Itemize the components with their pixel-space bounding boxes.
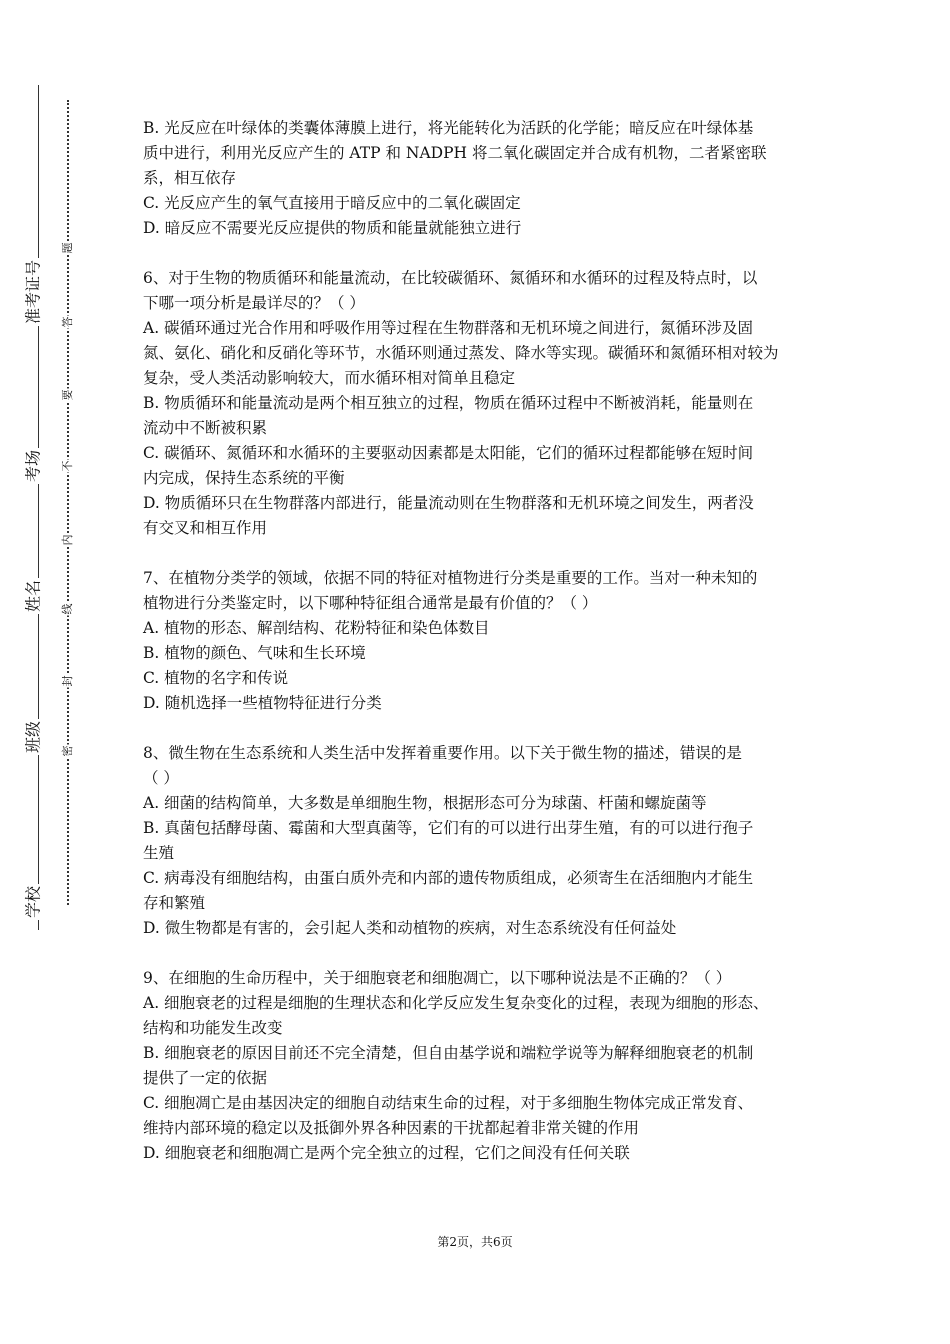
- answer-option-line: 有交叉和相互作用: [143, 519, 268, 537]
- answer-option: [143, 216, 823, 241]
- answer-option-line: D. 微生物都是有害的，会引起人类和动植物的疾病，对生态系统没有任何益处: [143, 919, 677, 937]
- question-stem-line: 6、对于生物的物质循环和能量流动，在比较碳循环、氮循环和水循环的过程及特点时，以: [143, 269, 758, 287]
- answer-option-line: B. 植物的颜色、气味和生长环境: [143, 644, 366, 662]
- answer-option-line: A. 细胞衰老的过程是细胞的生理状态和化学反应发生复杂变化的过程，表现为细胞的形态、: [143, 994, 769, 1012]
- answer-option: [143, 441, 823, 491]
- answer-option-line: 提供了一定的依据: [143, 1069, 268, 1087]
- answer-option-line: 生殖: [143, 844, 175, 862]
- binding-solid-line: [38, 85, 39, 930]
- field-exam-room-label: 考场: [21, 448, 44, 484]
- field-name-label: 姓名: [21, 578, 44, 614]
- question-stem-line: 8、微生物在生态系统和人类生活中发挥着重要作用。以下关于微生物的描述，错误的是: [143, 744, 742, 762]
- answer-option-line: C. 细胞凋亡是由基因决定的细胞自动结束生命的过程，对于多细胞生物体完成正常发育、: [143, 1094, 754, 1112]
- answer-option-line: 存和繁殖: [143, 894, 206, 912]
- answer-option-line: 结构和功能发生改变: [143, 1019, 283, 1037]
- answer-option-line: 复杂，受人类活动影响较大，而水循环相对简单且稳定: [143, 369, 516, 387]
- answer-option-line: B. 细胞衰老的原因目前还不完全清楚，但自由基学说和端粒学说等为解释细胞衰老的机制: [143, 1044, 754, 1062]
- question-list: [143, 116, 823, 1166]
- answer-option-line: C. 植物的名字和传说: [143, 669, 289, 687]
- answer-option: [143, 641, 823, 666]
- answer-option-line: A. 植物的形态、解剖结构、花粉特征和染色体数目: [143, 619, 490, 637]
- seal-char: 线: [61, 603, 74, 615]
- answer-option: [143, 916, 823, 941]
- answer-option: [143, 616, 823, 641]
- answer-option-line: B. 物质循环和能量流动是两个相互独立的过程，物质在循环过程中不断被消耗，能量则在: [143, 394, 754, 412]
- answer-option: [143, 1091, 823, 1141]
- answer-option: [143, 991, 823, 1041]
- seal-char: 内: [61, 534, 74, 546]
- answer-option: [143, 791, 823, 816]
- seal-char: 题: [61, 242, 74, 254]
- answer-option-line: 质中进行，利用光反应产生的 ATP 和 NADPH 将二氧化碳固定并合成有机物，二者紧密联: [143, 144, 767, 162]
- seal-char: 封: [61, 675, 74, 687]
- field-school-label: 学校: [21, 884, 44, 920]
- question-stem-line: 植物进行分类鉴定时，以下哪种特征组合通常是最有价值的？（ ）: [143, 594, 598, 612]
- question-block: [143, 566, 823, 716]
- question-block: [143, 116, 823, 241]
- question-stem-line: （ ）: [143, 769, 179, 787]
- seal-char: 不: [61, 460, 74, 472]
- answer-option-line: C. 病毒没有细胞结构，由蛋白质外壳和内部的遗传物质组成，必须寄生在活细胞内才能生: [143, 869, 754, 887]
- answer-option-line: C. 碳循环、氮循环和水循环的主要驱动因素都是太阳能，它们的循环过程都能够在短时间: [143, 444, 754, 462]
- answer-option: [143, 866, 823, 916]
- answer-option-line: 流动中不断被积累: [143, 419, 268, 437]
- answer-option-line: 系，相互依存: [143, 169, 237, 187]
- answer-option-line: C. 光反应产生的氧气直接用于暗反应中的二氧化碳固定: [143, 194, 521, 212]
- answer-option-line: 氮、氨化、硝化和反硝化等环节，水循环则通过蒸发、降水等实现。碳循环和氮循环相对较为: [143, 344, 779, 362]
- answer-option: [143, 666, 823, 691]
- answer-option-line: B. 真菌包括酵母菌、霉菌和大型真菌等，它们有的可以进行出芽生殖，有的可以进行孢子: [143, 819, 754, 837]
- answer-option: [143, 316, 823, 391]
- seal-char: 要: [61, 389, 74, 401]
- answer-option: [143, 1141, 823, 1166]
- answer-option-line: B. 光反应在叶绿体的类囊体薄膜上进行，将光能转化为活跃的化学能；暗反应在叶绿体基: [143, 119, 754, 137]
- answer-option-line: A. 细菌的结构简单，大多数是单细胞生物，根据形态可分为球菌、杆菌和螺旋菌等: [143, 794, 707, 812]
- seal-dotted-line: [67, 100, 69, 905]
- field-class-label: 班级: [21, 719, 44, 755]
- answer-option-line: D. 细胞衰老和细胞凋亡是两个完全独立的过程，它们之间没有任何关联: [143, 1144, 630, 1162]
- question-stem-line: 7、在植物分类学的领域，依据不同的特征对植物进行分类是重要的工作。当对一种未知的: [143, 569, 758, 587]
- answer-option-line: D. 暗反应不需要光反应提供的物质和能量就能独立进行: [143, 219, 522, 237]
- seal-char: 密: [61, 745, 74, 757]
- question-block: [143, 266, 823, 541]
- answer-option: [143, 116, 823, 191]
- answer-option: [143, 816, 823, 866]
- answer-option: [143, 391, 823, 441]
- question-stem-line: 下哪一项分析是最详尽的？（ ）: [143, 294, 365, 312]
- field-exam-id-label: 准考证号: [21, 258, 44, 326]
- answer-option-line: D. 物质循环只在生物群落内部进行，能量流动则在生物群落和无机环境之间发生，两者没: [143, 494, 754, 512]
- page-number: 第2页，共6页: [437, 1235, 513, 1249]
- seal-char: 答: [61, 316, 74, 328]
- question-stem-line: 9、在细胞的生命历程中，关于细胞衰老和细胞凋亡，以下哪种说法是不正确的？（ ）: [143, 969, 732, 987]
- answer-option: [143, 1041, 823, 1091]
- answer-option: [143, 491, 823, 541]
- answer-option-line: 内完成，保持生态系统的平衡: [143, 469, 345, 487]
- answer-option: [143, 691, 823, 716]
- answer-option: [143, 191, 823, 216]
- question-block: [143, 966, 823, 1166]
- answer-option-line: A. 碳循环通过光合作用和呼吸作用等过程在生物群落和无机环境之间进行，氮循环涉及固: [143, 319, 754, 337]
- question-block: [143, 741, 823, 941]
- answer-option-line: 维持内部环境的稳定以及抵御外界各种因素的干扰都起着非常关键的作用: [143, 1119, 640, 1137]
- answer-option-line: D. 随机选择一些植物特征进行分类: [143, 694, 382, 712]
